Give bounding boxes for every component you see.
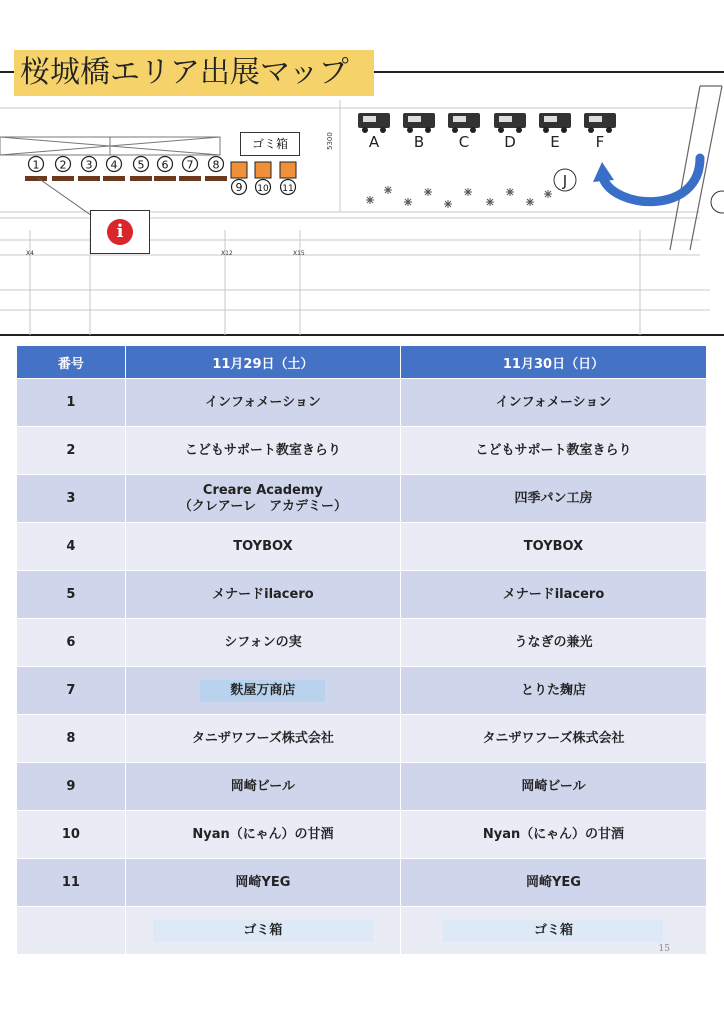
- info-icon: i: [107, 219, 133, 245]
- edge-marker-circle: [711, 191, 724, 213]
- exhibitor-name: こどもサポート教室きらり: [184, 442, 341, 458]
- exhibitor-name: ゴミ箱: [243, 922, 283, 938]
- booth-number-cell: 4: [17, 523, 126, 571]
- exhibitor-name: 四季パン工房: [514, 490, 593, 506]
- seat-marker-9: [544, 190, 552, 198]
- page-number: 15: [658, 944, 670, 954]
- table-row: [17, 475, 707, 523]
- seat-marker-2: [404, 198, 412, 206]
- truck-wheel-left-1: [407, 127, 413, 133]
- exhibitor-cell-day1: [125, 811, 400, 859]
- exhibitor-name: メナードilacero: [502, 586, 605, 602]
- axis-label-x12: X12: [221, 250, 233, 257]
- booth-number-9: 9: [235, 181, 243, 194]
- exhibitor-name: ゴミ箱: [533, 922, 573, 938]
- truck-wheel-right-4: [561, 127, 567, 133]
- exhibitor-name: タニザワフーズ株式会社: [482, 730, 625, 746]
- exhibitor-name: シフォンの実: [224, 634, 302, 650]
- exhibitor-cell-day2: [400, 763, 706, 811]
- table-row: [17, 859, 707, 907]
- j-marker-label: J: [562, 172, 568, 190]
- truck-letter-1: B: [413, 133, 425, 151]
- booth-number-cell: 11: [17, 859, 126, 907]
- booth-number-cell: 7: [17, 667, 126, 715]
- dimension-label: 5300: [326, 132, 334, 150]
- booth-number-5: 5: [137, 158, 145, 172]
- booth-number-cell: 8: [17, 715, 126, 763]
- exhibitor-cell-day2: [400, 619, 706, 667]
- truck-wheel-right-2: [470, 127, 476, 133]
- header-day1: 11月29日（土）: [125, 346, 400, 379]
- exhibitor-cell-day1: [125, 571, 400, 619]
- highlight-box: [200, 680, 325, 702]
- booth-table-7: [179, 176, 201, 181]
- highlight-box: [153, 920, 373, 942]
- table-row: [17, 763, 707, 811]
- booth-number-cell: 5: [17, 571, 126, 619]
- exhibitor-cell-day1: [125, 715, 400, 763]
- booth-number-10: 10: [257, 184, 269, 194]
- seat-marker-4: [444, 200, 452, 208]
- booth-table-8: [205, 176, 227, 181]
- booth-number-cell: 3: [17, 475, 126, 523]
- booth-number-cell: [17, 907, 126, 955]
- booth-number-1: 1: [32, 158, 40, 172]
- truck-letter-5: F: [595, 133, 605, 151]
- booth-number-6: 6: [161, 158, 169, 172]
- orange-booth-10: [255, 162, 271, 178]
- orange-booth-11: [280, 162, 296, 178]
- exhibitor-name: （クレアーレ アカデミー）: [178, 498, 348, 514]
- exhibitor-name: Creare Academy: [202, 482, 323, 498]
- exhibitor-cell-day2: [400, 523, 706, 571]
- exhibitor-cell-day1: [125, 619, 400, 667]
- exhibitor-name: うなぎの兼光: [514, 634, 593, 650]
- booth-number-cell: 10: [17, 811, 126, 859]
- booth-number-7: 7: [186, 158, 194, 172]
- exhibitor-cell-day2: [400, 571, 706, 619]
- truck-wheel-left-2: [452, 127, 458, 133]
- exhibitor-name: メナードilacero: [212, 586, 314, 602]
- booth-table-4: [103, 176, 125, 181]
- truck-wheel-left-5: [588, 127, 594, 133]
- table-row: [17, 571, 707, 619]
- exhibitor-name: TOYBOX: [233, 538, 293, 554]
- table-row: [17, 667, 707, 715]
- truck-letter-4: E: [550, 133, 560, 151]
- booth-number-4: 4: [110, 158, 118, 172]
- booth-table-2: [52, 176, 74, 181]
- table-header-row: [17, 346, 707, 379]
- booth-rows: [17, 379, 707, 955]
- seat-marker-3: [424, 188, 432, 196]
- highlight-box: [443, 920, 663, 942]
- exhibitor-cell-day1: [125, 667, 400, 715]
- header-number: 番号: [17, 346, 126, 379]
- truck-window-0: [363, 116, 376, 122]
- booth-number-11: 11: [282, 184, 294, 194]
- exhibitor-cell-day1: [125, 523, 400, 571]
- table-row: [17, 619, 707, 667]
- axis-label-x4: X4: [26, 250, 34, 257]
- truck-window-2: [453, 116, 466, 122]
- truck-wheel-left-4: [543, 127, 549, 133]
- exhibitor-cell-day2: [400, 475, 706, 523]
- exhibitor-cell-day1: [125, 475, 400, 523]
- booth-number-cell: 6: [17, 619, 126, 667]
- exhibitor-cell-day2: [400, 427, 706, 475]
- axis-label-x15: X15: [293, 250, 305, 257]
- table-row: [17, 379, 707, 427]
- exhibitor-name: インフォメーション: [204, 394, 321, 410]
- exhibitor-name: とりた麹店: [520, 682, 586, 698]
- booth-table-3: [78, 176, 100, 181]
- exhibitor-name: 岡崎YEG: [526, 874, 581, 890]
- trash-label: ゴミ箱: [240, 132, 300, 156]
- truck-wheel-right-5: [606, 127, 612, 133]
- truck-wheel-left-0: [362, 127, 368, 133]
- exhibitor-name: タニザワフーズ株式会社: [191, 730, 334, 746]
- exhibitor-cell-day2: [400, 379, 706, 427]
- table-row: [17, 523, 707, 571]
- seating-markers: [366, 186, 552, 208]
- exhibitor-name: こどもサポート教室きらり: [475, 442, 632, 458]
- truck-wheel-right-3: [516, 127, 522, 133]
- exhibitor-cell-day2: [400, 859, 706, 907]
- truck-letter-3: D: [504, 133, 516, 151]
- exhibitor-name: 麩屋万商店: [230, 682, 296, 698]
- seat-marker-7: [506, 188, 514, 196]
- seat-marker-0: [366, 196, 374, 204]
- exhibitor-cell-day2: [400, 811, 706, 859]
- orange-booths: [231, 162, 296, 195]
- exhibitor-name: インフォメーション: [495, 394, 612, 410]
- truck-window-4: [544, 116, 557, 122]
- truss: [0, 137, 220, 155]
- exhibitor-cell-day1: [125, 379, 400, 427]
- exhibitor-name: TOYBOX: [523, 538, 584, 554]
- exhibitor-name: 岡崎ビール: [230, 778, 296, 794]
- orange-booth-9: [231, 162, 247, 178]
- seat-marker-5: [464, 188, 472, 196]
- seat-marker-6: [486, 198, 494, 206]
- truck-window-5: [589, 116, 602, 122]
- booth-number-8: 8: [212, 158, 220, 172]
- exhibitor-cell-day2: [400, 667, 706, 715]
- blue-arrow-head: [593, 162, 614, 182]
- exhibitor-name: Nyan（にゃん）の甘酒: [482, 826, 625, 842]
- table-row: [17, 907, 707, 955]
- booth-number-cell: 9: [17, 763, 126, 811]
- truck-window-3: [499, 116, 512, 122]
- booth-table: [16, 345, 707, 955]
- table-row: [17, 715, 707, 763]
- exhibitor-cell-day1: [125, 427, 400, 475]
- info-marker-box: [90, 210, 150, 254]
- map-title: 桜城橋エリア出展マップ: [14, 50, 374, 96]
- booth-table-1: [25, 176, 47, 181]
- header-day2: 11月30日（日）: [400, 346, 706, 379]
- booth-table-6: [154, 176, 176, 181]
- booth-number-3: 3: [85, 158, 93, 172]
- exhibitor-cell-day1: [125, 859, 400, 907]
- table-row: [17, 427, 707, 475]
- seat-marker-8: [526, 198, 534, 206]
- exhibitor-name: 岡崎YEG: [235, 874, 291, 890]
- truck-wheel-right-0: [380, 127, 386, 133]
- seat-marker-1: [384, 186, 392, 194]
- truck-wheel-left-3: [498, 127, 504, 133]
- booth-number-cell: 2: [17, 427, 126, 475]
- truck-letter-2: C: [458, 133, 470, 151]
- booth-number-2: 2: [59, 158, 67, 172]
- booth-marks: [25, 157, 227, 182]
- exhibitor-cell-day1: [125, 763, 400, 811]
- truck-letter-0: A: [368, 133, 380, 151]
- exhibitor-cell-day1: [125, 907, 400, 955]
- table-row: [17, 811, 707, 859]
- exhibitor-name: 岡崎ビール: [521, 778, 586, 794]
- booth-table-5: [130, 176, 152, 181]
- exhibitor-cell-day2: [400, 715, 706, 763]
- booth-number-cell: 1: [17, 379, 126, 427]
- exhibitor-name: Nyan（にゃん）の甘酒: [192, 826, 334, 842]
- truck-window-1: [408, 116, 421, 122]
- truck-wheel-right-1: [425, 127, 431, 133]
- food-trucks: [358, 113, 616, 151]
